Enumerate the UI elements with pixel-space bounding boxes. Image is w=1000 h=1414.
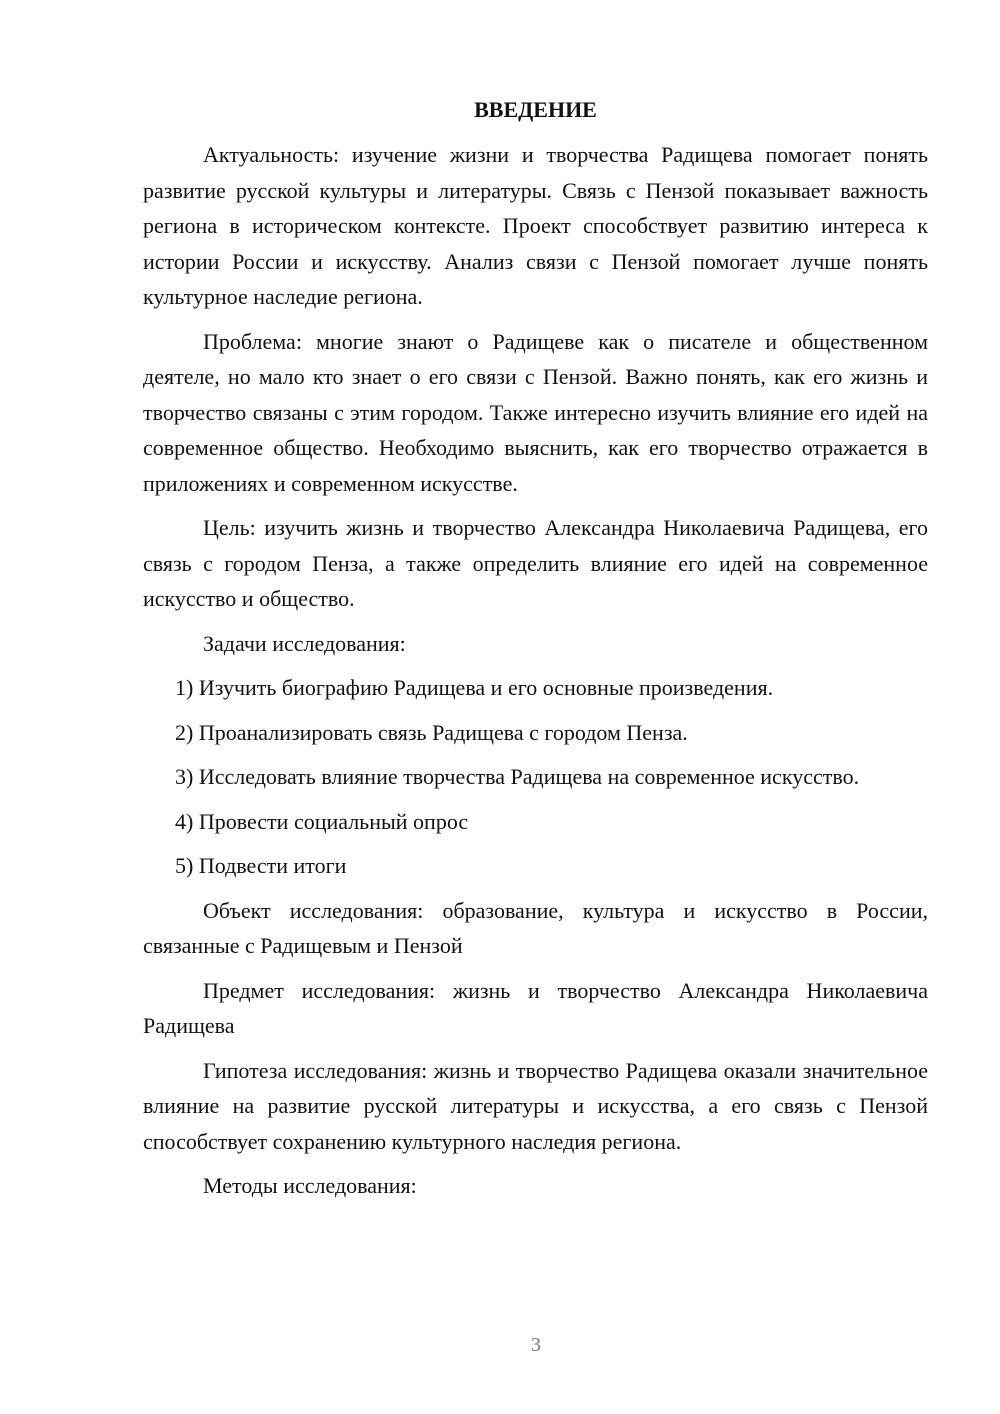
- task-item-4: 4) Провести социальный опрос: [175, 808, 469, 834]
- object-paragraph: Объект исследования: образование, культура и искусство в России, связанные с Радищевым и Пензой: [143, 897, 928, 958]
- task-item-3: 3) Исследовать влияние творчества Радищева на современное искусство.: [175, 764, 860, 789]
- task-item-5: 5) Подвести итоги: [175, 853, 347, 878]
- goal-paragraph: Цель: изучить жизнь и творчество Александра Николаевича Радищева, его связь с городом Пенза, а также определить влияние его идей на современное искусство и общество.: [143, 515, 928, 611]
- task-item-1: 1) Изучить биографию Радищева и его основные произведения.: [175, 675, 774, 700]
- page-content: [143, 92, 928, 1213]
- hypothesis-paragraph: Гипотеза исследования: жизнь и творчество Радищева оказали значительное влияние на развитие русской литературы и искусства, а его связь с Пензой способствует сохранению культурного наследия региона.: [143, 1057, 928, 1154]
- tasks-heading: Задачи исследования:: [203, 630, 406, 656]
- methods-heading: Методы исследования:: [203, 1173, 417, 1198]
- task-item-2: 2) Проанализировать связь Радищева с городом Пенза.: [175, 719, 688, 745]
- page-number: 3: [531, 1334, 541, 1356]
- section-title: ВВЕДЕНИЕ: [474, 97, 597, 122]
- relevance-paragraph: Актуальность: изучение жизни и творчества Радищева помогает понять развитие русской культуры и литературы. Связь с Пензой показывает важность региона в историческом контексте. Проект способствует развитию интереса к истории России и искусству. Анализ связи с Пензой помогает лучше понять культурное наследие региона.: [143, 142, 928, 309]
- subject-paragraph: Предмет исследования: жизнь и творчество Александра Николаевича Радищева: [143, 977, 928, 1038]
- problem-paragraph: Проблема: многие знают о Радищеве как о писателе и общественном деятеле, но мало кто знает о его связи с Пензой. Важно понять, как его жизнь и творчество связаны с этим городом. Также интересно изучить влияние его идей на современное общество. Необходимо выяснить, как его творчество отражается в приложениях и современном искусстве.: [143, 328, 928, 496]
